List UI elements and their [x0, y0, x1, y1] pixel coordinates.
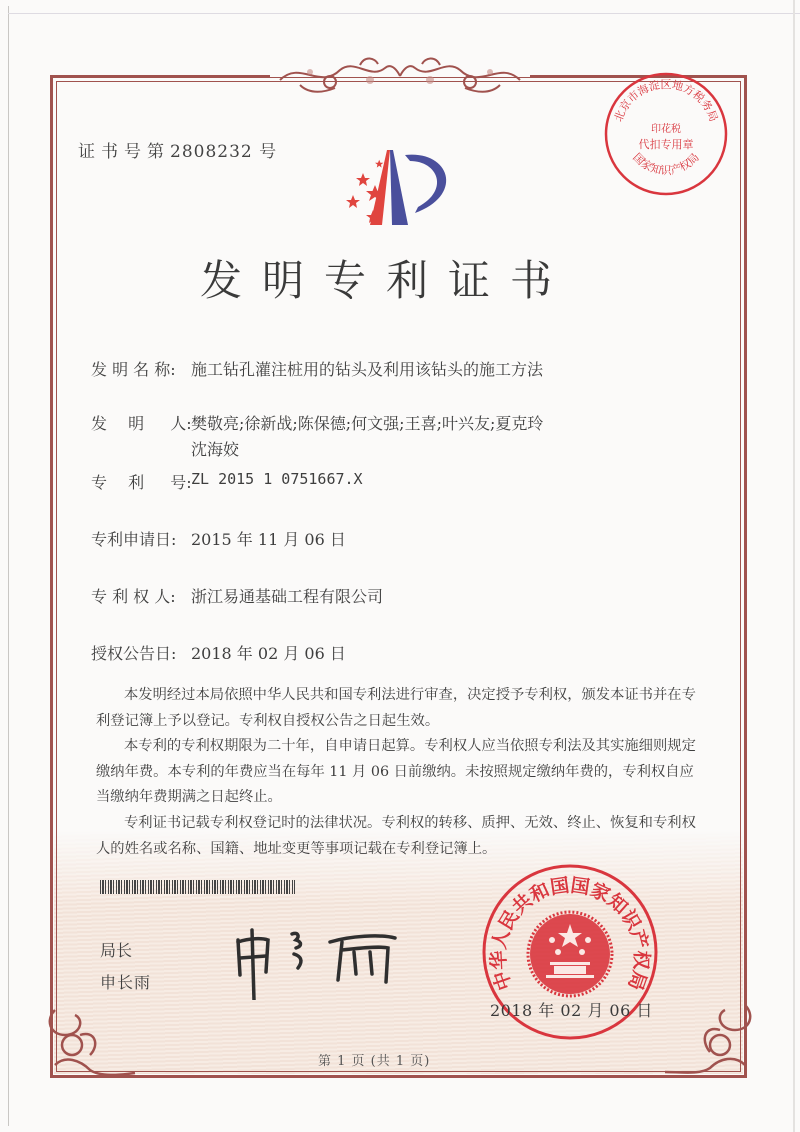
- director-name: 申长雨: [100, 973, 152, 992]
- svg-text:国家知识产权局: [630, 151, 702, 177]
- page-edge-left: [8, 6, 9, 1126]
- certificate-number: [78, 137, 277, 162]
- tax-stamp-ring-text: 北京市海淀区地方税务局: [611, 78, 721, 124]
- certificate-number-suffix: 号: [259, 142, 278, 162]
- page-edge-top: [8, 13, 800, 14]
- certificate-body: [96, 683, 696, 862]
- field-patentee: [91, 584, 383, 607]
- tax-stamp-ring-text-bottom: 国家知识产权局: [630, 150, 702, 178]
- tax-stamp: [602, 70, 730, 198]
- tax-stamp-center-line1: 印花税: [651, 124, 681, 135]
- field-application-date: [91, 527, 346, 550]
- field-grant-date: [91, 641, 346, 664]
- barcode: [100, 880, 295, 894]
- field-inventors-line2: [191, 437, 239, 460]
- field-value: 樊敬亮;徐新战;陈保德;何文强;王喜;叶兴友;夏克玲: [191, 414, 544, 433]
- certificate-number-label: 证书号第: [78, 142, 170, 162]
- corner-ornament-bottom-right-icon: [660, 1000, 760, 1080]
- director-title: 局长: [100, 941, 133, 960]
- body-paragraph: 专利证书记载专利权登记时的法律状况。专利权的转移、质押、无效、终止、恢复和专利权人的姓名或名称、国籍、地址变更等事项记载在专利登记簿上。: [96, 814, 696, 857]
- field-label: 专 利 权 人:: [91, 587, 176, 606]
- field-value: 2018 年 02 月 06 日: [191, 644, 346, 663]
- tax-stamp-ring-icon: [602, 70, 730, 198]
- field-patent-number: [91, 470, 363, 493]
- field-inventors: [91, 411, 543, 434]
- field-label: 发 明 人:: [91, 414, 192, 433]
- tax-stamp-center-line2: 代扣专用章: [638, 138, 694, 151]
- page-edge-right: [793, 0, 795, 1132]
- top-dragon-ornament-icon: [270, 50, 530, 100]
- signature-icon: [230, 920, 400, 1000]
- cnipa-logo-icon: [330, 125, 470, 225]
- seal-date: 2018 年 02 月 06 日: [490, 1001, 653, 1020]
- field-label: 专利申请日:: [91, 530, 177, 549]
- seal-ring-text: 中华人民共和国国家知识产权局: [487, 874, 653, 994]
- field-invention-name: [91, 357, 543, 380]
- field-label: 专 利 号:: [91, 473, 192, 492]
- body-paragraph: 本发明经过本局依照中华人民共和国专利法进行审查，决定授予专利权，颁发本证书并在专利登记簿上予以登记。专利权自授权公告之日起生效。: [96, 687, 696, 729]
- corner-ornament-bottom-left-icon: [40, 1005, 140, 1085]
- svg-text:北京市海淀区地方税务局: [612, 77, 720, 123]
- certificate-number-value: 2808232: [170, 142, 253, 162]
- field-value: ZL 2015 1 0751667.X: [191, 470, 363, 488]
- field-value-line2: 沈海姣: [191, 440, 240, 459]
- page-title: 发明专利证书: [200, 256, 573, 305]
- field-label: 授权公告日:: [91, 644, 177, 663]
- field-label: 发 明 名 称:: [91, 360, 176, 379]
- body-paragraph: 本专利的专利权期限为二十年，自申请日起算。专利权人应当依照专利法及其实施细则规定缴纳年费。本专利的年费应当在每年 11 月 06 日前缴纳。未按照规定缴纳年费的，专利权自应当缴纳年费期满之日起终止。: [96, 738, 696, 806]
- field-value: 施工钻孔灌注桩用的钻头及利用该钻头的施工方法: [191, 360, 544, 379]
- page-indicator: 第 1 页 (共 1 页): [318, 1054, 431, 1069]
- field-value: 浙江易通基础工程有限公司: [191, 587, 384, 606]
- field-value: 2015 年 11 月 06 日: [191, 530, 346, 549]
